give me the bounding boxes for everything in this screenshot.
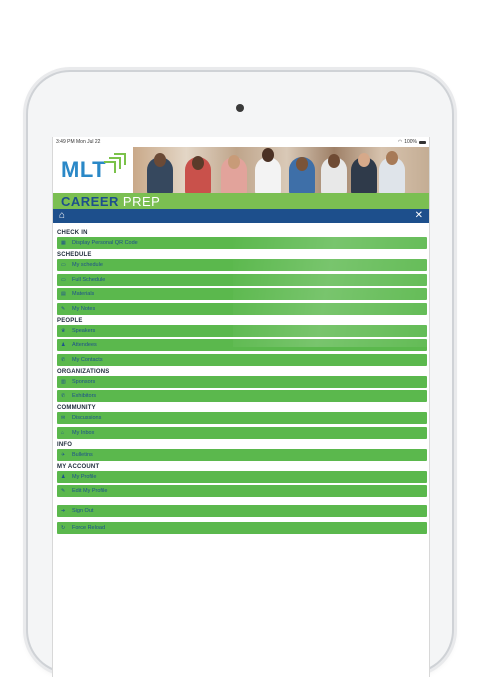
person-figure	[228, 155, 240, 169]
menu-item-materials[interactable]	[57, 288, 427, 300]
megaphone-icon: ✈	[61, 451, 66, 458]
app-screen	[52, 137, 430, 677]
menu-item-sponsors[interactable]	[57, 376, 427, 388]
person-figure	[262, 148, 274, 162]
career-prep-title	[53, 193, 429, 209]
section-title: SCHEDULE	[57, 252, 92, 258]
inbox-icon: ⌂	[61, 429, 65, 436]
person-figure	[386, 151, 398, 165]
menu-item-label: My Notes	[72, 305, 96, 312]
menu-item-force-reload[interactable]	[57, 522, 427, 534]
sign-out-icon: ➜	[61, 507, 66, 514]
menu-item-my-schedule[interactable]	[57, 259, 427, 271]
menu-item-label: Discussions	[72, 415, 102, 421]
document-icon: ▤	[61, 291, 66, 297]
person-figure	[255, 157, 281, 193]
person-figure	[296, 157, 308, 171]
user-icon: ♟	[61, 342, 66, 348]
person-figure	[192, 156, 204, 170]
title-career: CAREER	[61, 193, 119, 209]
menu-item-label: Materials	[72, 291, 95, 297]
status-time: 3:49 PM Mon Jul 22	[56, 139, 101, 145]
menu-item-label: Speakers	[72, 327, 96, 334]
menu-item-label: Edit My Profile	[72, 488, 108, 494]
menu-item-label: Attendees	[72, 342, 97, 348]
section-title: CHECK IN	[57, 230, 88, 236]
camera-dot	[236, 104, 244, 112]
calendar-icon: ▭	[61, 262, 66, 268]
menu-item-display-personal-qr-code[interactable]	[57, 237, 427, 249]
menu-item-my-profile[interactable]	[57, 471, 427, 483]
title-prep: PREP	[122, 193, 161, 209]
status-bar	[53, 137, 429, 147]
phone-icon: ✆	[61, 356, 66, 363]
person-figure	[154, 153, 166, 167]
menu-item-discussions[interactable]	[57, 412, 427, 424]
home-icon[interactable]: ⌂	[59, 210, 66, 221]
menu-item-bulletins[interactable]	[57, 449, 427, 461]
menu-item-label: Force Reload	[72, 525, 106, 531]
pencil-icon: ✎	[61, 305, 66, 312]
pencil-icon: ✎	[61, 488, 66, 494]
menu-item-my-inbox[interactable]	[57, 427, 427, 439]
menu-item-attendees[interactable]	[57, 339, 427, 351]
menu-item-full-schedule[interactable]	[57, 274, 427, 286]
menu-item-label: Display Personal QR Code	[72, 240, 138, 246]
reload-icon: ↻	[61, 525, 66, 531]
calendar-icon: ▭	[61, 276, 66, 283]
logo	[53, 147, 133, 193]
logo-text: MLT	[61, 157, 107, 182]
wifi-icon: ◠	[397, 139, 403, 145]
menu-item-label: Sponsors	[72, 378, 96, 385]
building-icon: ▥	[61, 378, 66, 385]
section-title: MY ACCOUNT	[57, 463, 100, 470]
nav-bar	[53, 209, 429, 223]
menu-item-label: Full Schedule	[72, 276, 106, 283]
battery-text: 100%	[404, 139, 417, 145]
tablet-device	[28, 72, 452, 672]
person-figure	[328, 154, 340, 168]
menu-item-speakers[interactable]	[57, 325, 427, 337]
header-photo	[133, 147, 429, 193]
menu-item-label: My Inbox	[72, 429, 95, 436]
person-figure	[358, 153, 370, 167]
close-icon[interactable]: ✕	[414, 210, 423, 221]
header-banner	[53, 147, 429, 193]
user-icon: ♟	[61, 473, 66, 480]
menu-item-label: Bulletins	[72, 451, 93, 458]
menu-item-my-notes[interactable]	[57, 303, 427, 315]
menu-content	[53, 223, 429, 534]
menu-item-label: Exhibitors	[72, 393, 97, 399]
menu-item-sign-out[interactable]	[57, 505, 427, 517]
chat-icon: ✉	[61, 415, 66, 421]
qr-icon: ▦	[61, 240, 66, 246]
menu-item-my-contacts[interactable]	[57, 354, 427, 366]
menu-item-label: My Profile	[72, 473, 97, 480]
menu-item-label: My schedule	[72, 262, 103, 268]
menu-item-edit-my-profile[interactable]	[57, 485, 427, 497]
section-title: INFO	[57, 441, 73, 448]
battery-icon	[419, 141, 426, 144]
menu-item-label: Sign Out	[72, 507, 94, 514]
logo-chevrons-icon	[104, 153, 126, 175]
speaker-icon: ♛	[61, 327, 66, 334]
section-title: COMMUNITY	[57, 405, 96, 411]
menu-item-label: My Contacts	[72, 356, 103, 363]
section-title: ORGANIZATIONS	[57, 368, 110, 375]
section-title: PEOPLE	[57, 317, 83, 324]
phone-icon: ✆	[61, 393, 66, 399]
menu-item-exhibitors[interactable]	[57, 390, 427, 402]
